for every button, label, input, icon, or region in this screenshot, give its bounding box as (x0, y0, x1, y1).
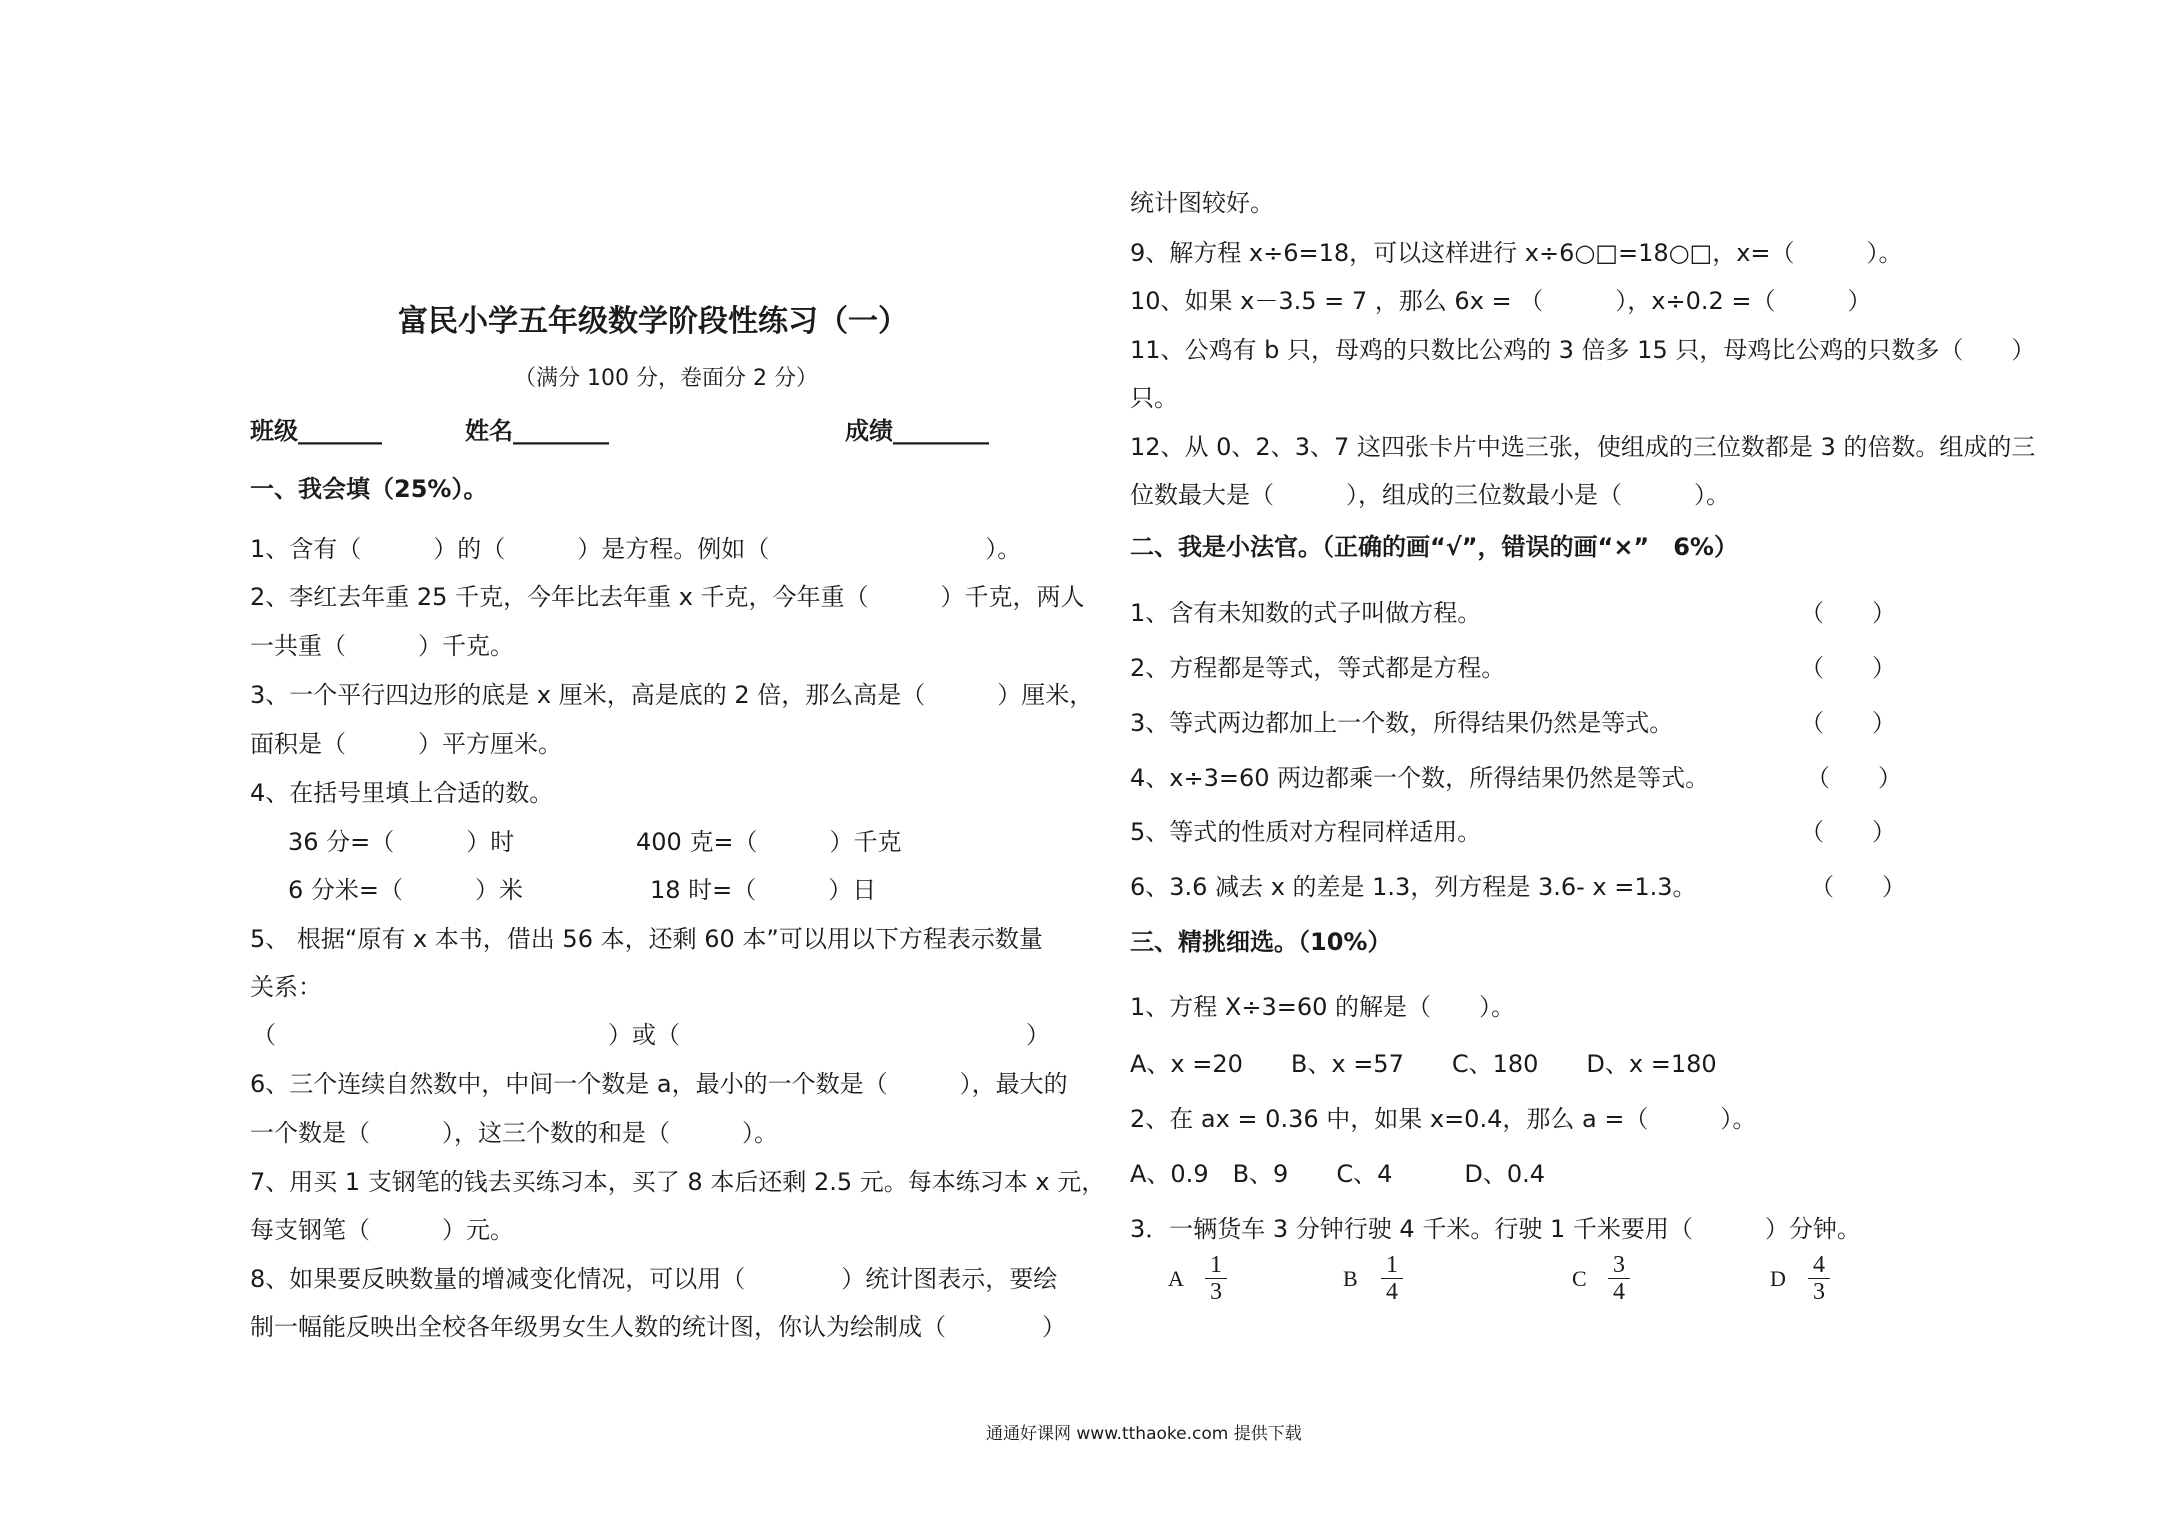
s2-item-1-answer: （ ） (1800, 599, 1896, 627)
page-subtitle: （满分 100 分，卷面分 2 分） (514, 366, 818, 391)
s1-question-8-line1: 8、如果要反映数量的增减变化情况，可以用（ ）统计图表示，要绘 (250, 1265, 1058, 1293)
s3-q3-option-a-denominator: 3 (1210, 1279, 1222, 1305)
s3-q3-option-d-label: D (1770, 1266, 1786, 1291)
s1-question-4-b: 400 克=（ ）千克 (636, 828, 902, 856)
s2-item-4-answer: （ ） (1806, 764, 1902, 792)
s3-q3-option-b-label: B (1343, 1266, 1358, 1291)
s1-question-9: 9、解方程 x÷6=18，可以这样进行 x÷6○□=18○□，x=（ ）。 (1130, 239, 1903, 267)
s3-q3-option-d-fraction (1808, 1252, 1830, 1305)
s1-question-5-blank-c: ） (1026, 1021, 1050, 1049)
s1-question-6-line1: 6、三个连续自然数中，中间一个数是 a，最小的一个数是（ ），最大的 (250, 1070, 1068, 1098)
section2-heading: 二、我是小法官。（正确的画“√”，错误的画“×” 6%） (1130, 533, 1738, 561)
name-field: 姓名________ (465, 417, 609, 445)
section1-heading: 一、我会填（25%）。 (250, 475, 488, 503)
s3-q3-option-b-denominator: 4 (1386, 1279, 1398, 1305)
s3-q3-option-a-numerator: 1 (1205, 1252, 1227, 1279)
class-field: 班级_______ (250, 417, 382, 445)
s3-q3-option-b-fraction (1381, 1252, 1403, 1305)
s2-item-2-answer: （ ） (1800, 654, 1896, 682)
s2-item-5-answer: （ ） (1800, 818, 1896, 846)
s1-question-5-blank-b: ）或（ (608, 1021, 680, 1049)
s1-question-4: 4、在括号里填上合适的数。 (250, 779, 554, 807)
s3-q3-option-b-numerator: 1 (1381, 1252, 1403, 1279)
score-field: 成绩________ (845, 417, 989, 445)
s1-question-2-line2: 一共重（ ）千克。 (250, 632, 514, 660)
s2-item-6-answer: （ ） (1810, 873, 1906, 901)
s1-question-3-line2: 面积是（ ）平方厘米。 (250, 730, 562, 758)
s1-question-3-line1: 3、一个平行四边形的底是 x 厘米，高是底的 2 倍，那么高是（ ）厘米， (250, 681, 1094, 709)
s1-question-8-line3: 统计图较好。 (1130, 189, 1274, 217)
section3-heading: 三、精挑细选。（10%） (1130, 928, 1392, 956)
s1-question-7-line2: 每支钢笔（ ）元。 (250, 1216, 514, 1244)
s3-q3-option-a-fraction (1205, 1252, 1227, 1305)
s3-question-2: 2、在 ax = 0.36 中，如果 x=0.4，那么 a =（ ）。 (1130, 1105, 1757, 1133)
s3-question-1-options: A、x =20 B、x =57 C、180 D、x =180 (1130, 1050, 1717, 1078)
s1-question-10: 10、如果 x－3.5 = 7 ，那么 6x = （ ），x÷0.2 =（ ） (1130, 287, 1872, 315)
s3-question-3: 3．一辆货车 3 分钟行驶 4 千米。行驶 1 千米要用（ ）分钟。 (1130, 1215, 1861, 1243)
s2-item-4: 4、x÷3=60 两边都乘一个数，所得结果仍然是等式。 (1130, 764, 1710, 792)
s1-question-12-line1: 12、从 0、2、3、7 这四张卡片中选三张，使组成的三位数都是 3 的倍数。组成的三 (1130, 433, 2036, 461)
s1-question-6-line2: 一个数是（ ），这三个数的和是（ ）。 (250, 1119, 778, 1147)
s1-question-4-c: 6 分米=（ ）米 (288, 876, 524, 904)
s3-q3-option-c-label: C (1572, 1266, 1587, 1291)
s1-question-4-d: 18 时=（ ）日 (650, 876, 877, 904)
s3-q3-option-c-denominator: 4 (1613, 1279, 1625, 1305)
s2-item-2: 2、方程都是等式，等式都是方程。 (1130, 654, 1506, 682)
s1-question-1: 1、含有（ ）的（ ）是方程。例如（ ）。 (250, 535, 1022, 563)
s1-question-7-line1: 7、用买 1 支钢笔的钱去买练习本，买了 8 本后还剩 2.5 元。每本练习本 x 元， (250, 1168, 1106, 1196)
s3-q3-option-d-denominator: 3 (1813, 1279, 1825, 1305)
s3-q3-option-a-label: A (1168, 1266, 1184, 1291)
s1-question-2-line1: 2、李红去年重 25 千克，今年比去年重 x 千克，今年重（ ）千克，两人 (250, 583, 1085, 611)
s3-q3-option-c-numerator: 3 (1608, 1252, 1630, 1279)
s3-q3-option-d-numerator: 4 (1808, 1252, 1830, 1279)
s2-item-1: 1、含有未知数的式子叫做方程。 (1130, 599, 1482, 627)
s1-question-5-line1: 5、 根据“原有 x 本书，借出 56 本，还剩 60 本”可以用以下方程表示数量 (250, 925, 1043, 953)
s1-question-5-line2: 关系： (250, 973, 322, 1001)
s2-item-3-answer: （ ） (1800, 709, 1896, 737)
s1-question-8-line2: 制一幅能反映出全校各年级男女生人数的统计图，你认为绘制成（ ） (250, 1313, 1066, 1341)
s3-question-1: 1、方程 X÷3=60 的解是（ ）。 (1130, 993, 1515, 1021)
s2-item-5: 5、等式的性质对方程同样适用。 (1130, 818, 1482, 846)
s1-question-12-line2: 位数最大是（ ），组成的三位数最小是（ ）。 (1130, 481, 1730, 509)
page-footer: 通通好课网 www.tthaoke.com 提供下载 (986, 1424, 1302, 1444)
s1-question-11-line2: 只。 (1130, 384, 1178, 412)
s1-question-4-a: 36 分=（ ）时 (288, 828, 515, 856)
s2-item-3: 3、等式两边都加上一个数，所得结果仍然是等式。 (1130, 709, 1674, 737)
s2-item-6: 6、3.6 减去 x 的差是 1.3，列方程是 3.6- x =1.3。 (1130, 873, 1697, 901)
s1-question-11-line1: 11、公鸡有 b 只，母鸡的只数比公鸡的 3 倍多 15 只，母鸡比公鸡的只数多（ ） (1130, 336, 2036, 364)
s1-question-5-blank-a: （ (252, 1021, 276, 1049)
s3-question-2-options: A、0.9 B、9 C、4 D、0.4 (1130, 1160, 1545, 1188)
page-title: 富民小学五年级数学阶段性练习（一） (398, 304, 908, 339)
s3-q3-option-c-fraction (1608, 1252, 1630, 1305)
